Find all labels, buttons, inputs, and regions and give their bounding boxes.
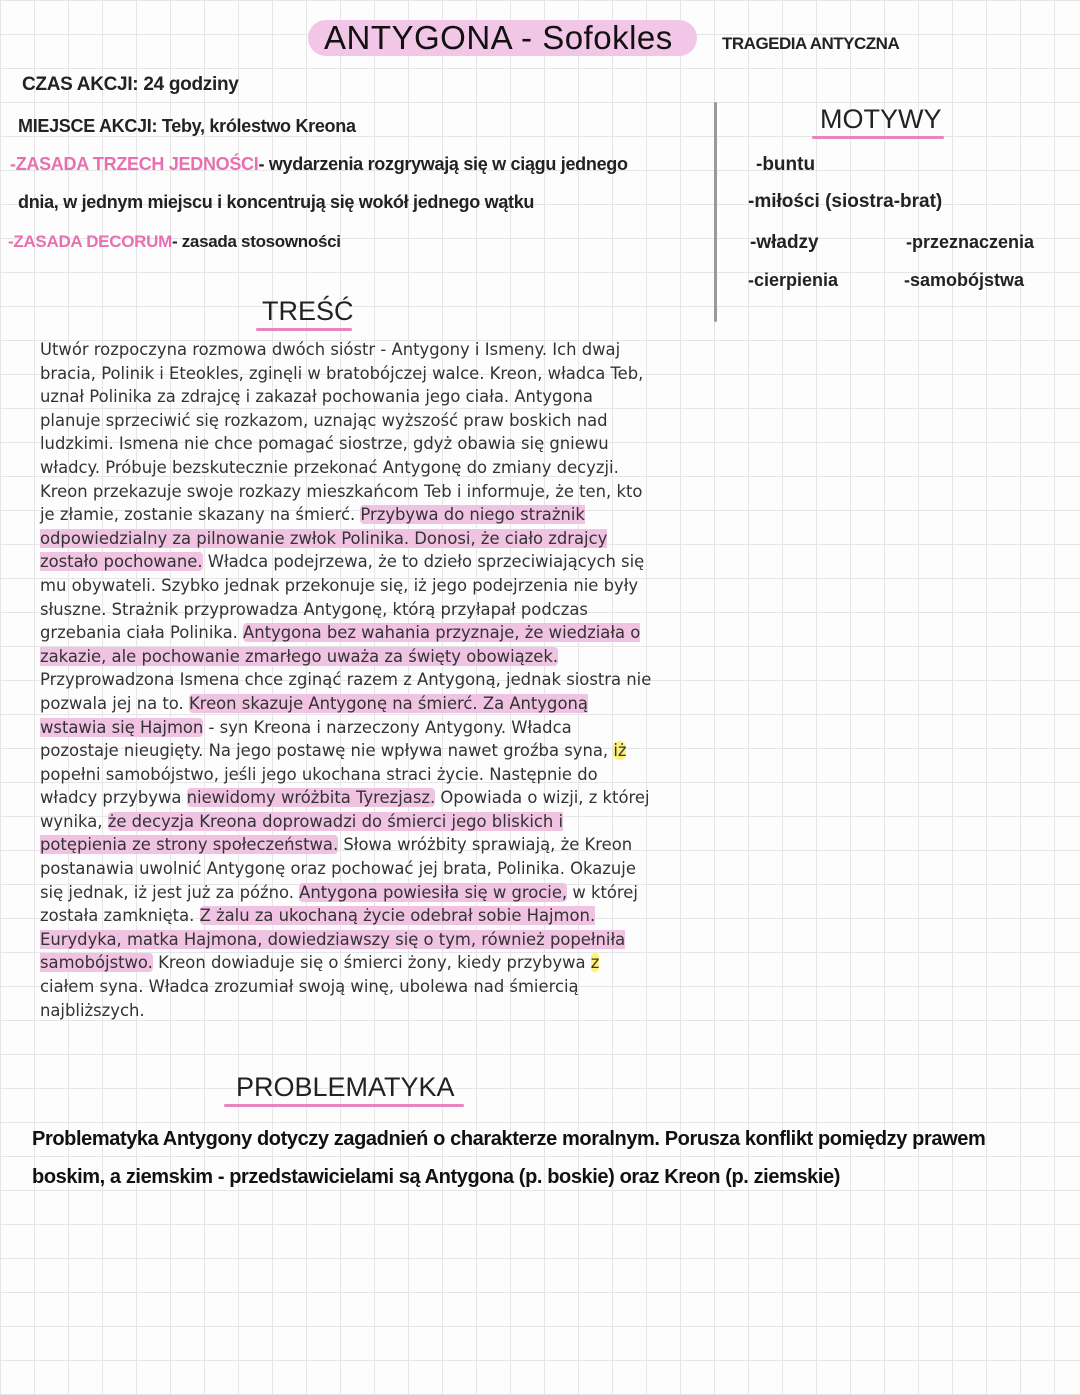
tresc-highlight: Kreon skazuje Antygonę na śmierć. Za Antygoną wstawia się Hajmon — [40, 693, 588, 737]
zasada-decorum: -ZASADA DECORUM- zasada stosowności — [8, 232, 341, 251]
miejsce-akcji-value: Teby, królestwo Kreona — [161, 116, 356, 136]
motyw-item: -samobójstwa — [904, 270, 1025, 290]
tresc-highlight: Przybywa do niego strażnik odpowiedzialny za pilnowanie zwłok Polinika. Donosi, że ciało zdrajcy zostało pochowane. — [40, 505, 608, 572]
tresc-underline — [256, 328, 352, 331]
tresc-yellow-highlight: z — [590, 953, 600, 973]
problematyka-underline — [224, 1104, 464, 1107]
tresc-highlight: Antygona bez wahania przyznaje, że wiedziała o zakazie, ale pochowanie zmarłego uważa za święty obowiązek. — [40, 623, 641, 666]
zasada-decorum-label: ZASADA DECORUM — [13, 232, 172, 251]
czas-akcji-label: CZAS AKCJI: — [22, 74, 139, 95]
tresc-text: popełni samobójstwo, jeśli jego ukochana straci życie. Następnie do władcy przybywa — [40, 764, 598, 808]
motyw-item: -cierpienia — [748, 270, 839, 290]
tresc-text: Przyprowadzona Ismena chce zginąć razem z Antygoną, jednak siostra nie pozwala jej na to. — [40, 670, 652, 713]
problematyka-heading: PROBLEMATYKA — [236, 1072, 455, 1102]
page-title: ANTYGONA - Sofokles — [308, 20, 697, 56]
zasada-decorum-text: - zasada stosowności — [171, 232, 341, 251]
czas-akcji-value: 24 godziny — [143, 74, 239, 95]
tresc-highlight: Z żalu za ukochaną życie odebrał sobie Hajmon. Eurydyka, matka Hajmona, dowiedziawszy się o tym, również popełniła samobójstwo. — [40, 906, 626, 973]
tresc-text: Kreon dowiaduje się o śmierci żony, kiedy przybywa — [152, 953, 591, 973]
vertical-divider — [714, 102, 717, 322]
tresc-yellow-highlight: iż — [613, 741, 627, 761]
zasada-trzech-jednosci-text: - wydarzenia rozgrywają się w ciągu jednego — [258, 154, 628, 174]
tresc-body — [40, 338, 655, 1022]
tresc-text: ciałem syna. Władca zrozumiał swoją winę, ubolewa nad śmiercią najbliższych. — [40, 977, 579, 1020]
motyw-item: -władzy — [750, 232, 819, 253]
motywy-heading: MOTYWY — [820, 104, 942, 134]
tresc-text: w której została zamknięta. — [40, 882, 638, 926]
tresc-text: Opowiada o wizji, z której wynika, — [40, 788, 650, 831]
tresc-highlight: niewidomy wróżbita Tyrezjasz. — [186, 788, 436, 808]
motyw-item: -miłości (siostra-brat) — [748, 191, 943, 212]
tresc-text: Słowa wróżbity sprawiają, że Kreon postanawia uwolnić Antygonę oraz pochować jej brata, Polinika. Okazuje się jednak, iż jest już za późno. — [40, 835, 636, 902]
genre-label: TRAGEDIA ANTYCZNA — [722, 34, 900, 53]
tresc-highlight: Antygona powiesiła się w grocie, — [299, 882, 568, 902]
tresc-text: Utwór rozpoczyna rozmowa dwóch sióstr - Antygony i Ismeny. Ich dwaj bracia, Polinik i Eteokles, zginęli w bratobójczej walce. Kreon, władca Teb, uznał Polinika za zdrajcę i zakazał pochowania jego ciała. Antygona planuje sprzeciwić się rozkazom, uznając wyższość praw boskich nad ludzkimi. Ismena nie chce pomagać siostrze, gdyż obawia się gniewu władcy. Próbuje bezskutecznie przekonać Antygonę do zmiany decyzji. Kreon przekazuje swoje rozkazy mieszkańcom Teb i informuje, że ten, kto je złamie, zostanie skazany na śmierć. — [40, 340, 644, 525]
problematyka-text: Problematyka Antygony dotyczy zagadnień o charakterze moralnym. Porusza konflikt pomiędzy prawem boskim, a ziemskim - przedstawicielami są Antygona (p. boskie) oraz Kreon (p. ziemskie) — [32, 1128, 986, 1188]
miejsce-akcji — [18, 116, 356, 137]
zasada-trzech-jednosci: -ZASADA TRZECH JEDNOŚCI- wydarzenia rozgrywają się w ciągu jednego — [10, 154, 628, 174]
tresc-text: Władca podejrzewa, że to dzieło sprzeciwiających się mu obywateli. Szybko jednak przekonuje się, iż jego podejrzenia nie były słuszne. Strażnik przyprowadza Antygonę, którą przyłapał podczas grzebania ciała Polinika. — [40, 552, 645, 643]
czas-akcji — [22, 74, 239, 96]
motyw-item: -buntu — [756, 154, 816, 175]
zasada-trzech-jednosci-label: ZASADA TRZECH JEDNOŚCI — [15, 154, 259, 174]
motywy-underline — [812, 136, 944, 139]
motyw-item: -przeznaczenia — [906, 232, 1035, 252]
tresc-text: - syn Kreona i narzeczony Antygony. Władca pozostaje nieugięty. Na jego postawę nie wpływa nawet groźba syna, — [40, 717, 614, 761]
tresc-highlight: że decyzja Kreona doprowadzi do śmierci jego bliskich i potępienia ze strony społeczeństwa. — [40, 811, 564, 855]
miejsce-akcji-label: MIEJSCE AKCJI: — [18, 116, 158, 136]
tresc-heading: TREŚĆ — [262, 296, 354, 326]
zasada-trzech-jednosci-cont: dnia, w jednym miejscu i koncentrują się wokół jednego wątku — [18, 192, 535, 212]
